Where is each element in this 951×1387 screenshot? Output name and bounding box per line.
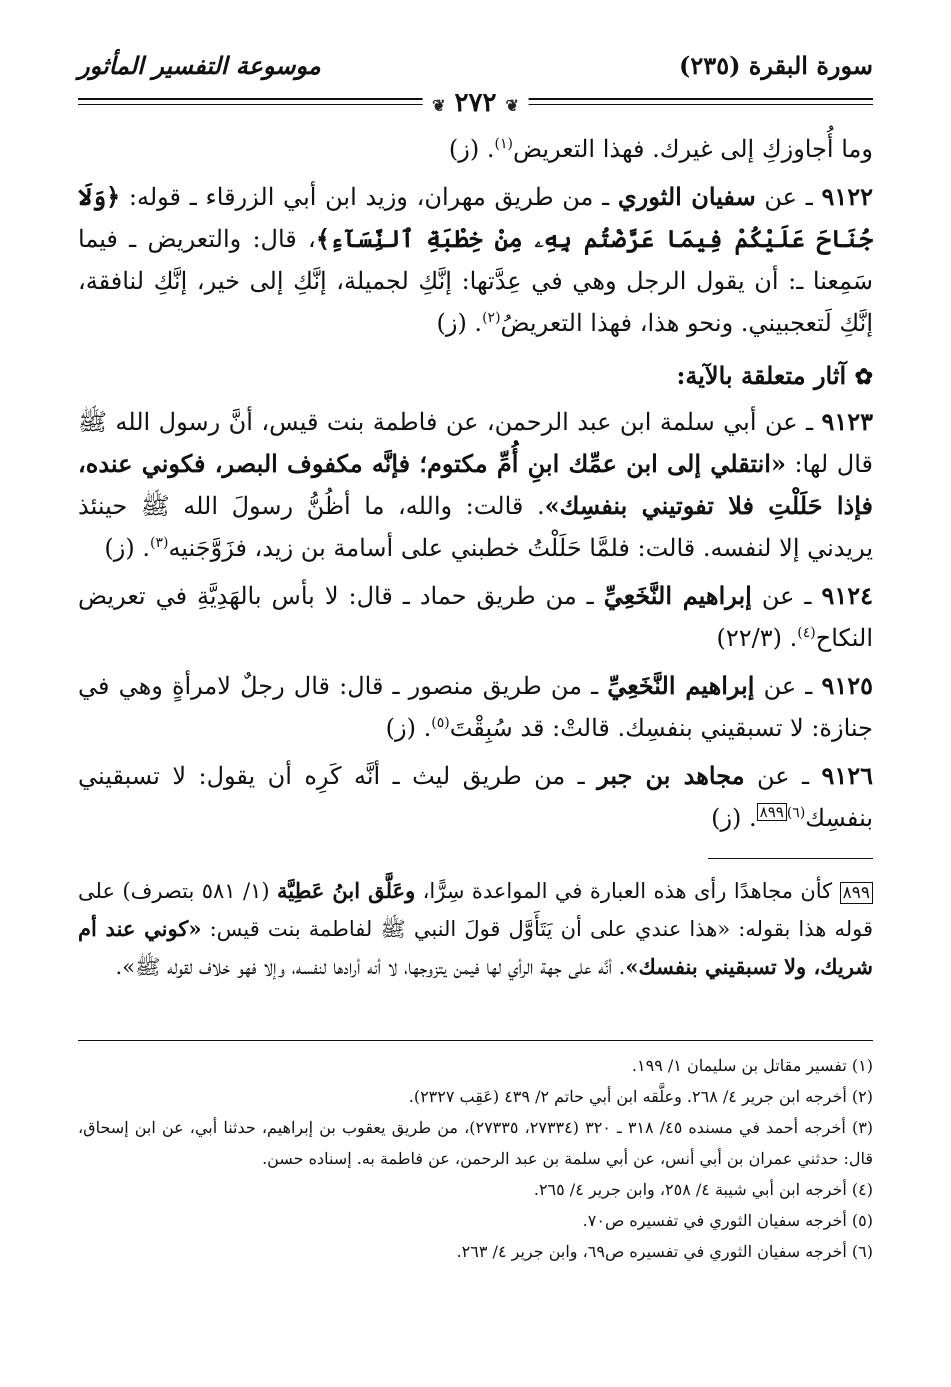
header-surah-title: سورة البقرة (٢٣٥): [679, 51, 873, 80]
quran-verse: ﴿وَلَا جُنَاحَ عَلَيْكُمْ فِيمَا عَرَّضْتُم بِهِۦ مِنْ خِطْبَةِ ٱلنِّسَآءِ﴾: [78, 182, 874, 253]
main-text: [78, 128, 873, 845]
commentary-scholar: وعَلَّق ابنُ عَطِيَّة: [276, 878, 416, 903]
page-number-text: ٢٧٢: [454, 88, 497, 118]
footnote: (٦) أخرجه سفيان الثوري في تفسيره ص٦٩، وابن جرير ٤/ ٢٦٣.: [456, 1242, 873, 1261]
entry-number: ٩١٢٥: [821, 671, 873, 700]
narrator-name: سفيان الثوري: [617, 182, 756, 211]
section-title: آثار متعلقة بالآية:: [676, 361, 847, 390]
section-heading: [78, 354, 873, 399]
entry-text: ـ عن: [754, 672, 822, 700]
footnote-ref[interactable]: (٦): [786, 805, 806, 821]
footnote-ref[interactable]: (٤): [797, 625, 816, 641]
entry-text: وما أُجاوزكِ إلى غيرك. فهذا التعريض: [512, 135, 873, 163]
entry-9126: [78, 755, 873, 839]
entry-number: ٩١٢٦: [821, 761, 873, 790]
entry-9123: [78, 401, 873, 569]
flower-icon: ✿: [854, 364, 873, 390]
entry-text: ـ من طريق مهران، وزيد ابن أبي الزرقاء ـ قوله:: [120, 183, 618, 211]
entry-source: . (ز): [104, 534, 150, 562]
entry-text: ـ عن: [744, 762, 822, 790]
footnotes: [78, 1050, 873, 1267]
footnote-ref[interactable]: (٣): [149, 535, 169, 551]
commentary-part: (١/ ٥٨١ بتصرف) على قوله هذا بقوله: «هذا عندي على أن يَتَأَوَّل قولَ النبي ﷺ لفاطمة بنت قيس:: [78, 879, 873, 941]
footnote: (٣) أخرجه أحمد في مسنده ٤٥/ ٣١٨ ـ ٣٢٠ (٢٧٣٣٤، ٢٧٣٣٥)، من طريق يعقوب بن إبراهيم، حدثنا أبي، عن ابن إسحاق، قال: حدثني عمران بن أبي أنس، عن أبي سلمة بن عبد الرحمن، عن فاطمة به. إسناده حسن.: [78, 1118, 874, 1168]
entry-text: ـ من طريق حماد ـ قال: لا بأس بالهَدِيَّةِ في تعريض النكاح: [78, 582, 873, 652]
entry-source: . (ز): [385, 714, 432, 742]
entry-number: ٩١٢٢: [821, 182, 873, 211]
footnote-ref[interactable]: (١): [494, 136, 513, 152]
commentary-number-box: ٨٩٩: [840, 882, 873, 904]
footnote: (٤) أخرجه ابن أبي شيبة ٤/ ٢٥٨، وابن جرير ٤/ ٢٦٥.: [533, 1180, 873, 1199]
commentary-hadith: «كوني عند أم شريك، ولا تسبقيني بنفسك»: [78, 916, 873, 979]
entry-continuation: [78, 128, 873, 170]
footnotes-divider: [78, 1040, 873, 1041]
narrator-name: مجاهد بن جبر: [597, 761, 745, 790]
commentary-part: كأن مجاهدًا رأى هذه العبارة في المواعدة سِرًّا،: [415, 879, 840, 903]
entry-text: . قالت: والله، ما أظُنُّ رسولَ الله ﷺ حينئذ يريدني إلا لنفسه. قالت: فلمَّا حَلَلْتُ خطبني على أسامة بن زيد، فزَوَّجَنيه: [78, 492, 873, 562]
commentary: [78, 872, 873, 986]
header-rule: [78, 88, 873, 118]
commentary-text: [78, 872, 873, 986]
header-book-title: موسوعة التفسير المأثور: [78, 51, 321, 80]
footnote: (١) تفسير مقاتل بن سليمان ١/ ١٩٩.: [631, 1056, 873, 1075]
entry-source: . (ز): [711, 804, 757, 832]
entry-source: . (ز): [448, 135, 495, 163]
entry-9125: [78, 665, 873, 749]
narrator-name: إبراهيم النَّخَعِيِّ: [603, 581, 752, 610]
ornament-icon: ❦: [505, 96, 519, 115]
entry-number: ٩١٢٤: [821, 581, 873, 610]
commentary-divider: [708, 858, 873, 859]
footnote-ref[interactable]: (٥): [431, 715, 450, 731]
narrator-name: إبراهيم النَّخَعِيِّ: [607, 671, 755, 700]
footnote: (٥) أخرجه سفيان الثوري في تفسيره ص٧٠.: [582, 1211, 873, 1230]
footnote-ref[interactable]: (٢): [482, 310, 501, 326]
entry-text: ـ من طريق ليث ـ أنَّه كَرِه أن يقول: لا تسبقيني بنفسِك: [78, 762, 873, 832]
entry-text: ـ عن: [755, 183, 822, 211]
entry-source: . (٢٢/٣): [716, 624, 798, 652]
entry-text: ـ من طريق منصور ـ قال: قال رجلٌ لامرأةٍ وهي في جنازة: لا تسبقيني بنفسِك. قالتْ: قد سُبِقْتَ: [78, 672, 873, 742]
commentary-part: . أنَّه على جهة الرأي لها فيمن يتزوجها، لا أنه أرادها لنفسه، وإلا فهو خلاف لقوله ﷺ».: [115, 955, 626, 979]
commentary-ref-box[interactable]: ٨٩٩: [757, 803, 787, 821]
footnote: (٢) أخرجه ابن جرير ٤/ ٢٦٨. وعلَّقه ابن أبي حاتم ٢/ ٤٣٩ (عَقِب ٢٣٢٧).: [408, 1087, 873, 1106]
hadith-text: «انتقلي إلى ابن عمِّك ابنِ أُمِّ مكتوم؛ فإنَّه مكفوف البصر، فكوني عنده، فإذا حَلَلْتِ فلا تفوتيني بنفسِك»: [78, 449, 874, 520]
page-number: [422, 88, 529, 118]
entry-number: ٩١٢٣: [821, 407, 873, 436]
entry-text: ـ عن أبي سلمة ابن عبد الرحمن، عن فاطمة بنت قيس، أنَّ رسول الله ﷺ قال لها:: [78, 408, 873, 478]
entry-text: ، قال: والتعريض ـ فيما سَمِعنا ـ: أن يقول الرجل وهي في عِدَّتها: إنَّكِ لجميلة، إنَّكِ إلى خير، إنَّكِ لنافقة، إنَّكِ لَتعجبيني. ونحو هذا، فهذا التعريضُ: [78, 225, 873, 337]
entry-9124: [78, 575, 873, 659]
entry-source: . (ز): [436, 309, 483, 337]
entry-9122: [78, 176, 873, 344]
ornament-icon: ❦: [432, 96, 446, 115]
entry-text: ـ عن: [751, 582, 822, 610]
